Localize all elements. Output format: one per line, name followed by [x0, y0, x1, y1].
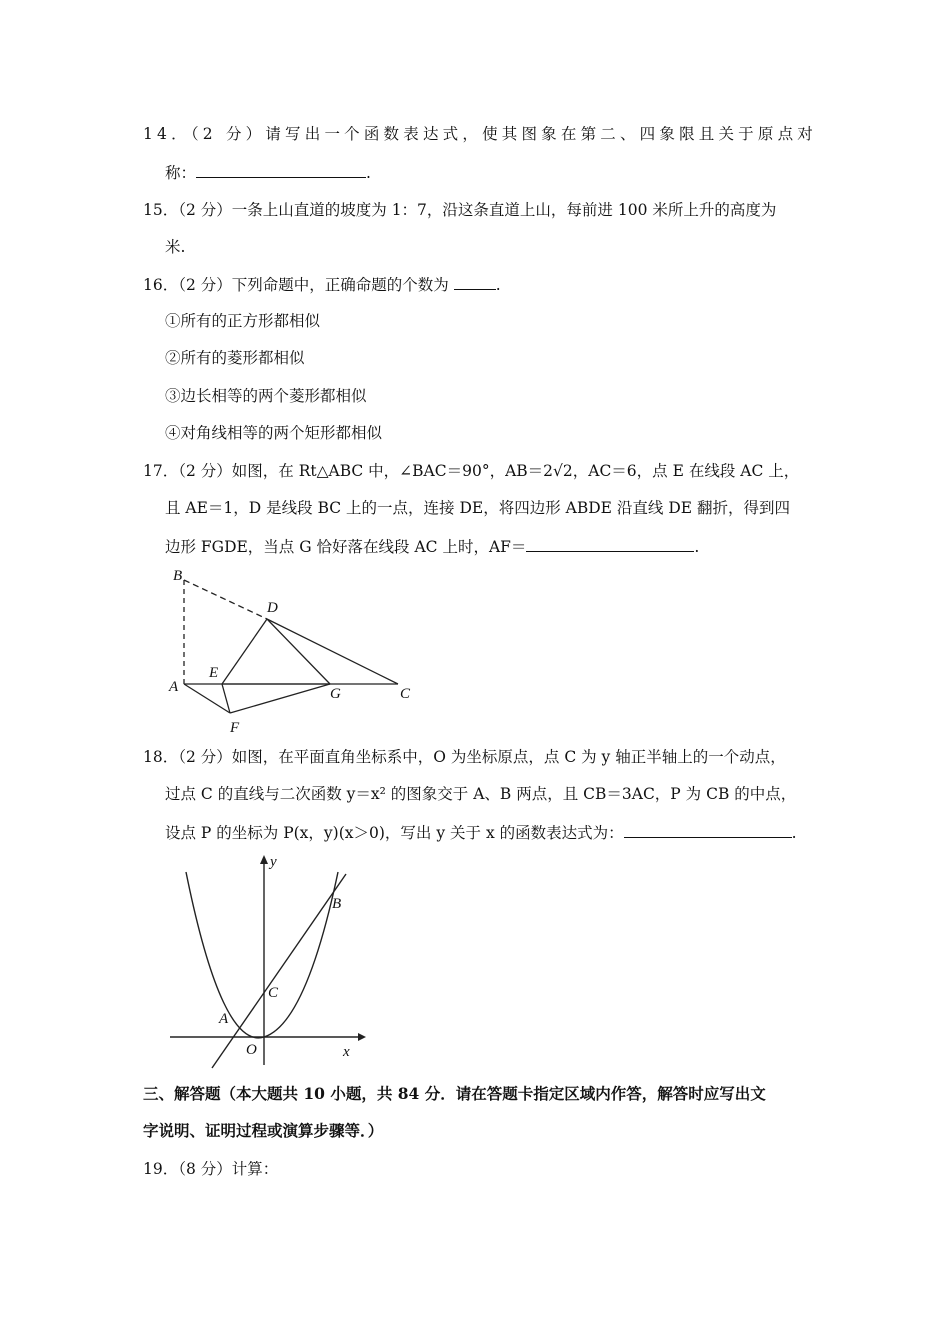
q18-line3	[165, 821, 797, 844]
q14-line1: 14．（2 分）请写出一个函数表达式，使其图象在第二、四象限且关于原点对	[143, 125, 817, 143]
label-F: F	[230, 720, 240, 736]
q16-option-4: ④对角线相等的两个矩形都相似	[165, 424, 383, 442]
x-axis-arrow	[358, 1033, 366, 1041]
label-B: B	[173, 568, 183, 584]
segment-BD	[184, 580, 267, 619]
section3-line1: 三、解答题（本大题共 10 小题，共 84 分．请在答题卡指定区域内作答，解答时应写出文	[143, 1084, 766, 1103]
parabola-curve	[186, 872, 338, 1038]
q17-line3	[165, 535, 699, 558]
segment-DC	[267, 619, 398, 684]
label-A: A	[219, 1011, 229, 1027]
q17-line3-prefix: 边形 FGDE，当点 G 恰好落在线段 AC 上时，AF＝	[165, 538, 527, 556]
q16-answer-blank[interactable]	[454, 273, 496, 290]
q17-line2: 且 AE＝1，D 是线段 BC 上的一点，连接 DE，将四边形 ABDE 沿直线 DE 翻折，得到四	[165, 499, 790, 517]
q19-line1: 19．（8 分）计算：	[143, 1160, 279, 1178]
label-E: E	[209, 665, 219, 681]
q16-option-2: ②所有的菱形都相似	[165, 349, 305, 367]
q18-line3-suffix: .	[791, 824, 797, 842]
q17-line3-suffix: .	[694, 538, 700, 556]
q15-line1: 15．（2 分）一条上山直道的坡度为 1：7，沿这条直道上山，每前进 100 米所上升的高度为	[143, 201, 777, 219]
q18-line1: 18．（2 分）如图，在平面直角坐标系中，O 为坐标原点，点 C 为 y 轴正半轴上的一个动点，	[143, 748, 786, 766]
segment-DG	[267, 619, 330, 684]
q14-answer-blank[interactable]	[196, 161, 366, 178]
label-O: O	[246, 1042, 257, 1058]
label-y: y	[270, 854, 277, 870]
q16-option-3: ③边长相等的两个菱形都相似	[165, 387, 367, 405]
segment-FG	[230, 684, 330, 713]
label-G: G	[330, 686, 341, 702]
q14-line2	[165, 161, 371, 184]
q18-answer-blank[interactable]	[624, 821, 792, 838]
label-x: x	[343, 1044, 350, 1060]
q16-line1-prefix: 16．（2 分）下列命题中，正确命题的个数为	[143, 276, 454, 294]
section3-line2: 字说明、证明过程或演算步骤等．）	[143, 1121, 384, 1140]
q18-line2: 过点 C 的直线与二次函数 y＝x² 的图象交于 A、B 两点，且 CB＝3AC，P 为 CB 的中点，	[165, 785, 797, 803]
label-B: B	[332, 896, 342, 912]
q17-answer-blank[interactable]	[526, 535, 694, 552]
label-D: D	[267, 600, 278, 616]
label-C: C	[268, 985, 279, 1001]
segment-DE	[222, 619, 267, 684]
q16-option-1: ①所有的正方形都相似	[165, 312, 321, 330]
q15-line2: 米.	[165, 238, 186, 256]
q16-line1	[143, 273, 501, 296]
q17-line1: 17．（2 分）如图，在 Rt△ABC 中，∠BAC＝90°，AB＝2√2，AC＝6，点 E 在线段 AC 上，	[143, 462, 800, 480]
q18-line3-prefix: 设点 P 的坐标为 P(x，y)(x＞0)，写出 y 关于 x 的函数表达式为：	[165, 824, 624, 842]
q18-coordinate-figure	[160, 850, 370, 1070]
q17-geometry-figure	[160, 560, 430, 740]
line-through-C	[212, 874, 346, 1068]
y-axis-arrow	[260, 855, 268, 864]
q14-line2-suffix: .	[366, 164, 371, 182]
label-C: C	[400, 686, 411, 702]
q16-line1-suffix: .	[495, 276, 501, 294]
q14-line2-prefix: 称：	[165, 164, 197, 182]
label-A: A	[169, 679, 179, 695]
